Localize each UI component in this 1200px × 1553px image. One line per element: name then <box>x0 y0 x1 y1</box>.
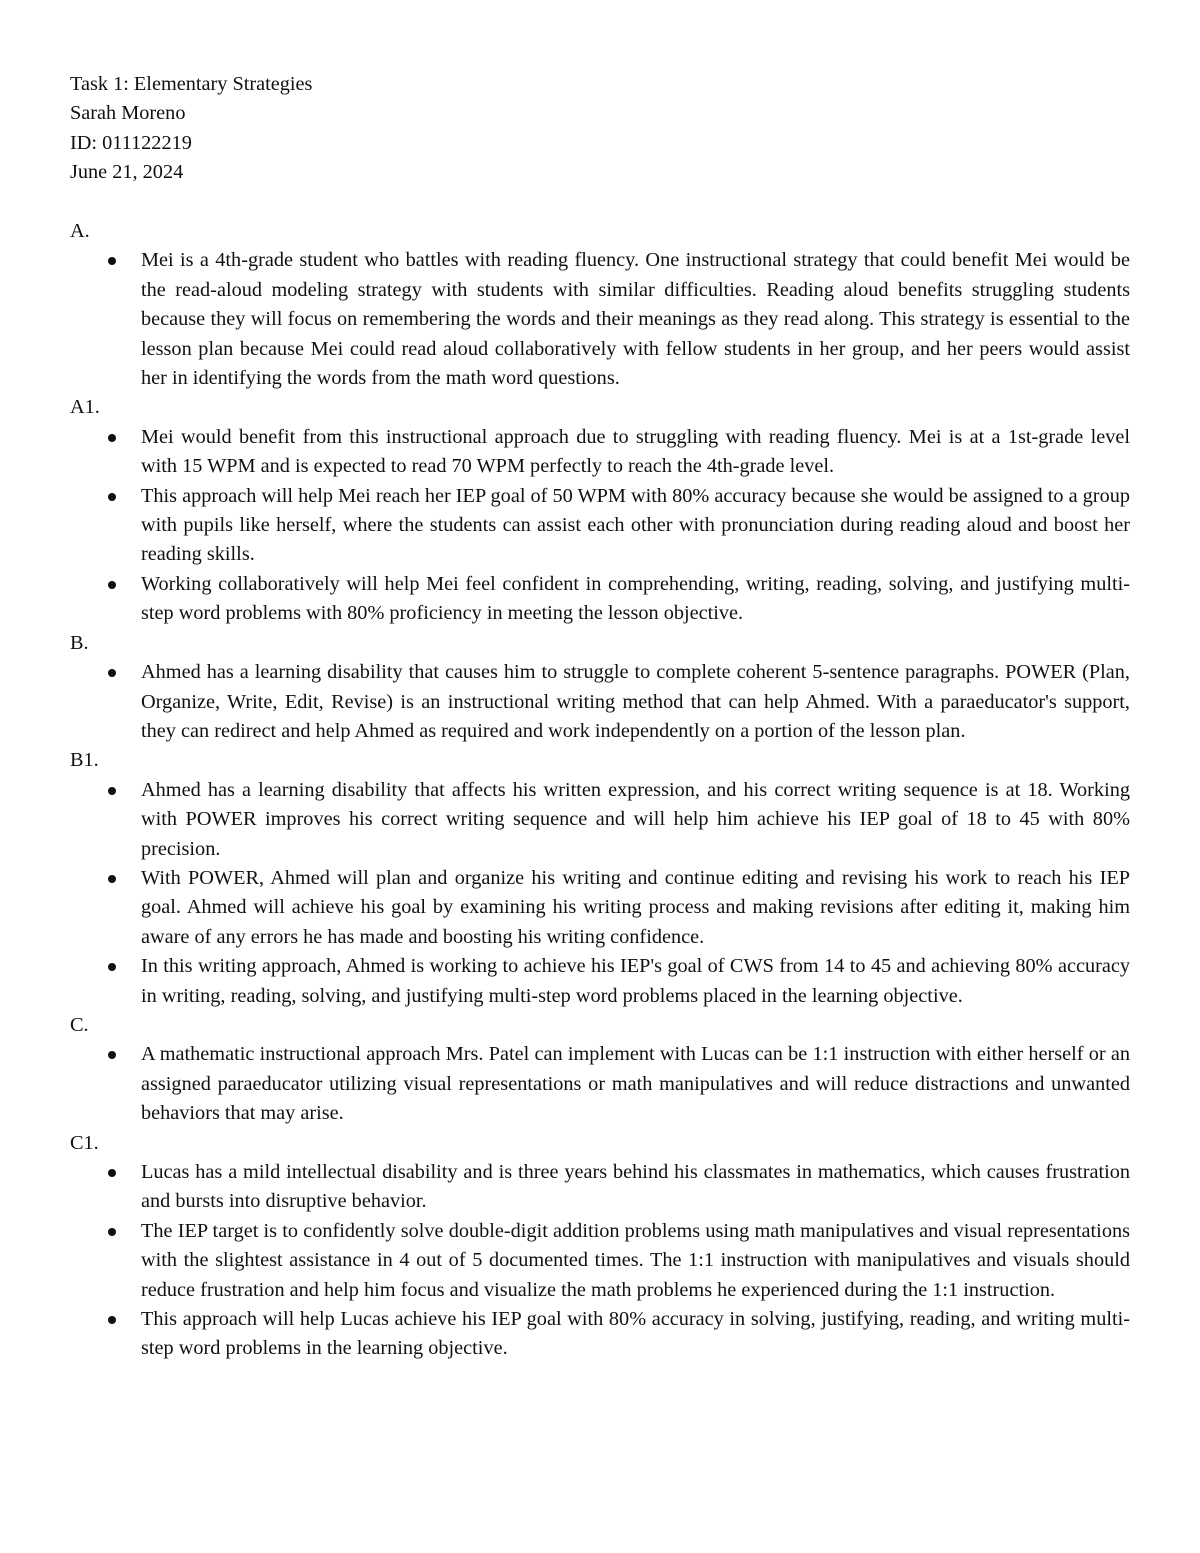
bullet-list <box>70 423 1130 629</box>
bullet-dot-icon <box>108 787 116 795</box>
bullet-list <box>70 246 1130 393</box>
bullet-dot-icon <box>108 963 116 971</box>
section-label: C1. <box>70 1131 99 1154</box>
document-page <box>70 70 1130 1364</box>
bullet-text: The IEP target is to confidently solve double-digit addition problems using math manipulatives and visual representations with the slightest assistance in 4 out of 5 documented times. The 1:1 instruction with manipulatives and visuals should reduce frustration and help him focus and visualize the math problems he experienced during the 1:1 instruction. <box>141 1219 1130 1301</box>
section-label: B. <box>70 631 89 654</box>
bullet-text: A mathematic instructional approach Mrs. Patel can implement with Lucas can be 1:1 instruction with either herself or an assigned paraeducator utilizing visual representations or math manipulatives and will reduce distractions and unwanted behaviors that may arise. <box>141 1043 1130 1125</box>
bullet-text: With POWER, Ahmed will plan and organize his writing and continue editing and revising his work to reach his IEP goal. Ahmed will achieve his goal by examining his writing process and making revisions after editing it, making him aware of any errors he has made and boosting his writing confidence. <box>141 866 1130 948</box>
bullet-item <box>70 952 1130 1011</box>
bullet-text: Lucas has a mild intellectual disability and is three years behind his classmates in mathematics, which causes frustration and bursts into disruptive behavior. <box>141 1161 1130 1213</box>
document-body <box>70 217 1130 1364</box>
bullet-text: Ahmed has a learning disability that affects his written expression, and his correct writing sequence is at 18. Working with POWER improves his correct writing sequence and will help him achieve his IEP goal of 18 to 45 with 80% precision. <box>141 778 1130 860</box>
bullet-item <box>70 658 1130 746</box>
section-label: C. <box>70 1013 89 1036</box>
bullet-dot-icon <box>108 257 116 265</box>
bullet-dot-icon <box>108 434 116 442</box>
bullet-dot-icon <box>108 1316 116 1324</box>
bullet-text: This approach will help Lucas achieve his IEP goal with 80% accuracy in solving, justifying, reading, and writing multi-step word problems in the learning objective. <box>141 1308 1130 1360</box>
bullet-item <box>70 776 1130 864</box>
bullet-dot-icon <box>108 1051 116 1059</box>
section-label: B1. <box>70 749 99 772</box>
bullet-item <box>70 570 1130 629</box>
bullet-text: Working collaboratively will help Mei feel confident in comprehending, writing, reading, solving, and justifying multi-step word problems with 80% proficiency in meeting the lesson objective. <box>141 572 1130 625</box>
bullet-item <box>70 423 1130 482</box>
bullet-list <box>70 1040 1130 1128</box>
bullet-dot-icon <box>108 875 116 883</box>
bullet-text: Mei is a 4th-grade student who battles with reading fluency. One instructional strategy that could benefit Mei would be the read-aloud modeling strategy with students with similar difficulties. Reading aloud benefits struggling students because they will focus on remembering the words and their meanings as they read along. This strategy is essential to the lesson plan because Mei could read aloud collaboratively with fellow students in her group, and her peers would assist her in identifying the words from the math word questions. <box>141 249 1130 390</box>
bullet-item <box>70 1305 1130 1364</box>
header-spacer <box>70 188 1130 217</box>
document-date: June 21, 2024 <box>70 161 184 184</box>
bullet-dot-icon <box>108 493 116 501</box>
section-label: A1. <box>70 396 100 419</box>
bullet-item <box>70 482 1130 570</box>
bullet-item <box>70 1040 1130 1128</box>
bullet-dot-icon <box>108 1228 116 1236</box>
bullet-dot-icon <box>108 581 116 589</box>
bullet-item <box>70 246 1130 393</box>
bullet-dot-icon <box>108 669 116 677</box>
bullet-text: Mei would benefit from this instructional approach due to struggling with reading fluency. Mei is at a 1st-grade level with 15 WPM and is expected to read 70 WPM perfectly to reach the 4th-grade level. <box>141 425 1130 478</box>
student-id: ID: 011122219 <box>70 131 192 154</box>
bullet-text: This approach will help Mei reach her IEP goal of 50 WPM with 80% accuracy because she would be assigned to a group with pupils like herself, where the students can assist each other with pronunciation during reading aloud and boost her reading skills. <box>141 484 1130 566</box>
bullet-item <box>70 864 1130 952</box>
author-name: Sarah Moreno <box>70 102 186 125</box>
bullet-item <box>70 1217 1130 1305</box>
bullet-list <box>70 1158 1130 1364</box>
bullet-list <box>70 776 1130 1011</box>
bullet-item <box>70 1158 1130 1217</box>
bullet-dot-icon <box>108 1169 116 1177</box>
bullet-text: Ahmed has a learning disability that causes him to struggle to complete coherent 5-sentence paragraphs. POWER (Plan, Organize, Write, Edit, Revise) is an instructional writing method that can help Ahmed. With a paraeducator's support, they can redirect and help Ahmed as required and work independently on a portion of the lesson plan. <box>141 661 1130 742</box>
bullet-list <box>70 658 1130 746</box>
bullet-text: In this writing approach, Ahmed is working to achieve his IEP's goal of CWS from 14 to 45 and achieving 80% accuracy in writing, reading, solving, and justifying multi-step word problems placed in the learning objective. <box>141 955 1130 1007</box>
section-label: A. <box>70 220 90 243</box>
document-title: Task 1: Elementary Strategies <box>70 73 313 95</box>
